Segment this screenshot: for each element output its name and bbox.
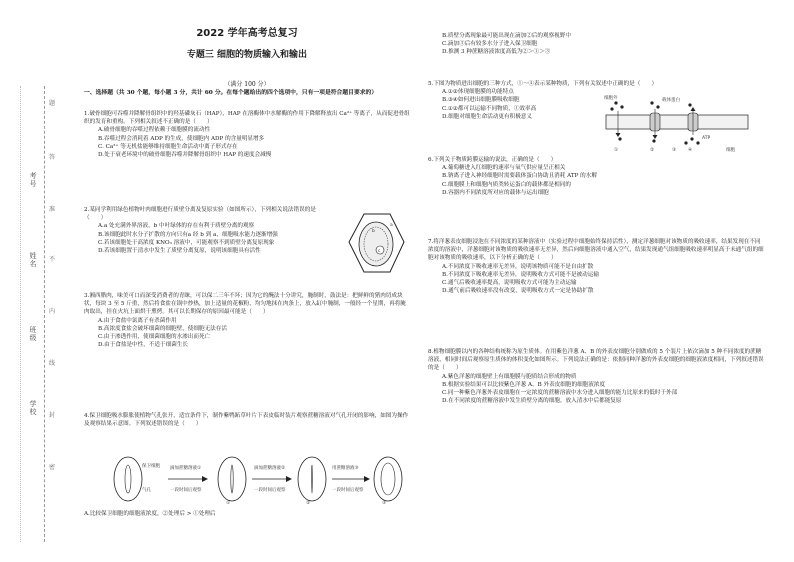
binding-dotted-line [20, 86, 21, 542]
binding-char: 准 [49, 206, 56, 213]
figure-num-2: ② [650, 148, 655, 153]
option-c: C.①②都可以运输不同物质，①效率高 [442, 105, 537, 112]
stomata-figure [106, 453, 406, 505]
option-d: D.在不同浓度的蔗糖溶液中发生质壁分离的细胞，放入清水中后都能复原 [442, 398, 622, 405]
figure-step-3: 用蔗糖溶液③ [332, 466, 359, 471]
option-d: D.若该细胞置于清水中发生了质壁分离复原，说明该细胞具有活性 [98, 248, 261, 255]
page-subtitle: 专题三 细胞的物质输入和输出 [186, 50, 308, 60]
question-stem: 8.植物细胞膜以内的各种结构统称为原生质体。在用紫色洋葱 A、B 的外表皮细胞分别做成的 5 个装片上依次滴加 5 种不同浓度的蔗糖溶液，相同时间后观察原生质体的体积变化如图所示。下列说法正确的是：依据同种洋葱的外表皮细胞的细胞液浓度相同，下列叙述错误的是（ ） [428, 349, 764, 372]
option-b: B.该细胞此时水分子扩散的方向只有a 经 b 到 a，细胞吸水能力逐渐增强 [98, 231, 278, 238]
question-stem: 6.下列关于物质跨膜运输的说法，正确的是（ ） [428, 157, 557, 163]
full-score: （满分 100 分） [224, 81, 270, 88]
binding-margin [0, 0, 56, 562]
figure-num-3: ③ [382, 501, 387, 505]
binding-char: 封 [49, 412, 56, 419]
figure-num-3: ③ [672, 148, 677, 153]
question-2 [84, 206, 320, 255]
figure-label-a: a [390, 223, 393, 228]
binding-char: 答 [49, 154, 56, 161]
figure-label-cell: 细胞 [726, 148, 735, 153]
question-stem: 4.保卫细胞吸水膨胀使植物气孔张开，适宜条件下，制作紫鸭跖草叶片下表皮临时装片观察蔗糖溶液对气孔开闭的影响，如图为操作及观察结果示意图。下列叙述错误的是（ ） [84, 413, 409, 428]
figure-label-outside: 细胞外 [604, 96, 618, 101]
section-heading: 一、选择题（共 30 个题，每小题 3 分，共计 60 分。在每个题给出的四个选项中，只有一项是符合题目要求的） [84, 90, 378, 96]
question-4-option-a [84, 510, 410, 518]
option-d: D.细胞对细胞生命活动更有积极意义 [442, 113, 532, 120]
figure-label-stoma: 气孔 [142, 488, 151, 493]
option-c: C.若该细胞处于高浓度 KNO₃ 溶液中，可能观察不到质壁分离复原现象 [98, 239, 275, 246]
question-3 [84, 292, 410, 349]
option-b: B.不同浓度下吸收速率无差异，说明吸收方式可能不是被动运输 [442, 271, 599, 278]
figure-label-guard-cell: 保卫细胞 [142, 464, 160, 469]
figure-step-1-observe: 一段时间后观察 [170, 488, 202, 493]
figure-step-1: 滴加蔗糖溶液① [170, 466, 202, 471]
membrane-transport-figure [602, 93, 752, 153]
binding-char: 密 [49, 464, 56, 471]
option-a: A.①②体现细胞膜的功能特点 [442, 89, 514, 96]
option-b: B.③④如何进出细胞膜吸收细胞 [442, 97, 520, 104]
binding-char: 内 [49, 308, 56, 315]
option-c: C.由于渗透作用，使细菌细胞的水渗出而死亡 [98, 334, 211, 341]
option-c: C.滴加③后有较多水分子进入保卫细胞 [442, 41, 538, 48]
question-8 [428, 348, 764, 405]
option-a: A.紫色洋葱的细胞壁上有细胞膜与胞质结合形成的物质 [442, 373, 577, 380]
binding-char: 线 [49, 360, 56, 367]
question-stem: 5.下图为物质进出细胞的三种方式，①～④表示某种物质，下列有关叙述中正确的是（ ） [428, 81, 658, 87]
option-b: B.钠离子进入神经细胞时需要载体蛋白协助且消耗 ATP 的水解 [442, 173, 597, 180]
figure-step-2: 滴加蔗糖溶液② [254, 466, 286, 471]
question-stem: 2.某同学利用绿色植物叶肉细胞进行质壁分离及复原实验（如图所示），下列相关说法错误的是（ ） [84, 207, 316, 222]
option-d: D.由于食盐是中性，不适于细菌生长 [98, 342, 188, 349]
question-4 [84, 412, 410, 428]
figure-label-carrier: 载体蛋白 [662, 98, 680, 103]
figure-num-4: ④ [688, 148, 693, 153]
page-title: 2022 学年高考总复习 [196, 28, 298, 39]
figure-num-1: ① [226, 501, 231, 505]
option-b: B.质壁分离现象最可能出现在滴加②后的观察视野中 [442, 33, 571, 39]
binding-label-number: 考号 [29, 172, 37, 188]
question-4-continued [428, 32, 764, 57]
option-b: B.吞噬过程会消耗着 ADP 的生成，使细胞内 ADP 的含量明显增多 [98, 135, 265, 142]
option-c: C. Ca²⁺ 等无机盐能够维持细胞生命活动中离子形式存在 [98, 143, 238, 150]
figure-step-2-observe: 一段时间后观察 [254, 488, 286, 493]
question-stem: 3.湘西腊肉，味美可口而深受消费者的青睐，可以保二三年不坏；因为它的醃法十分讲究，腌制时，鼓法是：把鲜鲜的猪肉切成块状，每块 3 至 5 斤重，然后将食盐在锅中炒热，加上适量的花椒粉，均匀地抹在肉条上，放入缸中腌制，一般经一个星期，再将腌肉取出，挂在火坑上面烘干熏烤。其可以长期保存的原因最可能是（ ） [84, 293, 406, 316]
option-a: A.比较保卫细胞的细胞液浓度，②处理后 > ①处理后 [84, 511, 216, 517]
figure-num-2: ② [306, 501, 311, 505]
binding-label-class: 班级 [29, 326, 37, 342]
option-d: D.处于衰老环境中的破骨细胞吞噬并降解骨组织中 HAP 的速度会减慢 [98, 152, 272, 159]
figure-label-atp: ATP [702, 136, 711, 141]
option-b: B.根据实验结果可以比较紫色洋葱 A、B 外表皮细胞的细胞液浓度 [442, 381, 606, 388]
figure-step-3-observe: 一段时间后观察 [332, 488, 364, 493]
option-a: A.a 处充满外界溶液，b 中叶绿体的存在有利于质壁分离的观察 [98, 223, 255, 230]
option-d: D.容器内不同浓度所对应的载体与运出细胞 [442, 189, 549, 196]
figure-num-1: ① [614, 148, 619, 153]
binding-label-name: 姓名 [29, 252, 37, 268]
option-a: A.破骨细胞的吞噬过程依赖于细胞膜的流动性 [98, 127, 211, 134]
option-a: A.葡萄糖进入红细胞的速率与氧气供应量呈正相关 [442, 165, 566, 172]
option-a: A.由于食盐中氯离子有杀菌作用 [98, 317, 177, 324]
binding-label-school: 学校 [29, 400, 37, 416]
binding-char: 题 [49, 100, 56, 107]
question-stem: 7.将洋葱表皮细胞浸泡在不同浓度的某种溶液中（实验过程中细胞始终保持活性），测定洋葱细胞对该物质的吸收速率，结果发现在不同浓度的溶液中，洋葱细胞对该物质的吸收速率无差异，然后向细胞溶液中通入空气，结果发现通气组细胞吸收速率明显高于未通气组的细胞对该物质的吸收速率，以下分析正确的是（ ） [428, 239, 764, 262]
binding-char: 不 [49, 256, 56, 263]
question-7 [428, 238, 764, 295]
option-c: C.细胞膜上和细胞内质类转运蛋白的载体都是相同的 [442, 181, 571, 188]
option-d: D.推测 3 种蔗糖溶液浓度高低为②＞①＞③ [442, 49, 551, 56]
option-a: A.不同浓度下吸收速率无差异，说明该物质可能不是自由扩散 [442, 263, 594, 270]
plasmolysis-figure [346, 212, 406, 274]
option-c: C.同一种紫色洋葱外表皮细胞在一定浓度的蔗糖溶液中水分进入细胞的能力比原来的低时于外部 [442, 390, 678, 397]
question-stem: 1.破骨细胞可吞噬并降解骨组织中的羟基磷灰石（HAP），HAP 在溶酶体中水解酶的作用下降解释放出 Ca²⁺ 等离子，从而促进骨组织的发育和重构。下列相关叙述不正确的是（ ） [84, 111, 410, 126]
binding-dashed-line [44, 86, 45, 542]
figure-label-b: b [372, 229, 375, 234]
option-c: C.通气后吸收速率提高，说明吸收方式可能为主动运输 [442, 280, 577, 287]
option-b: B.高浓度食盐会破坏细菌的细胞壁，使细胞无法存活 [98, 325, 227, 332]
option-d: D.通气前后吸收速率没有改变，说明吸收方式一定是协助扩散 [442, 288, 594, 295]
question-6 [428, 156, 764, 197]
question-1 [84, 110, 410, 159]
figure-label-c: c [378, 249, 381, 254]
